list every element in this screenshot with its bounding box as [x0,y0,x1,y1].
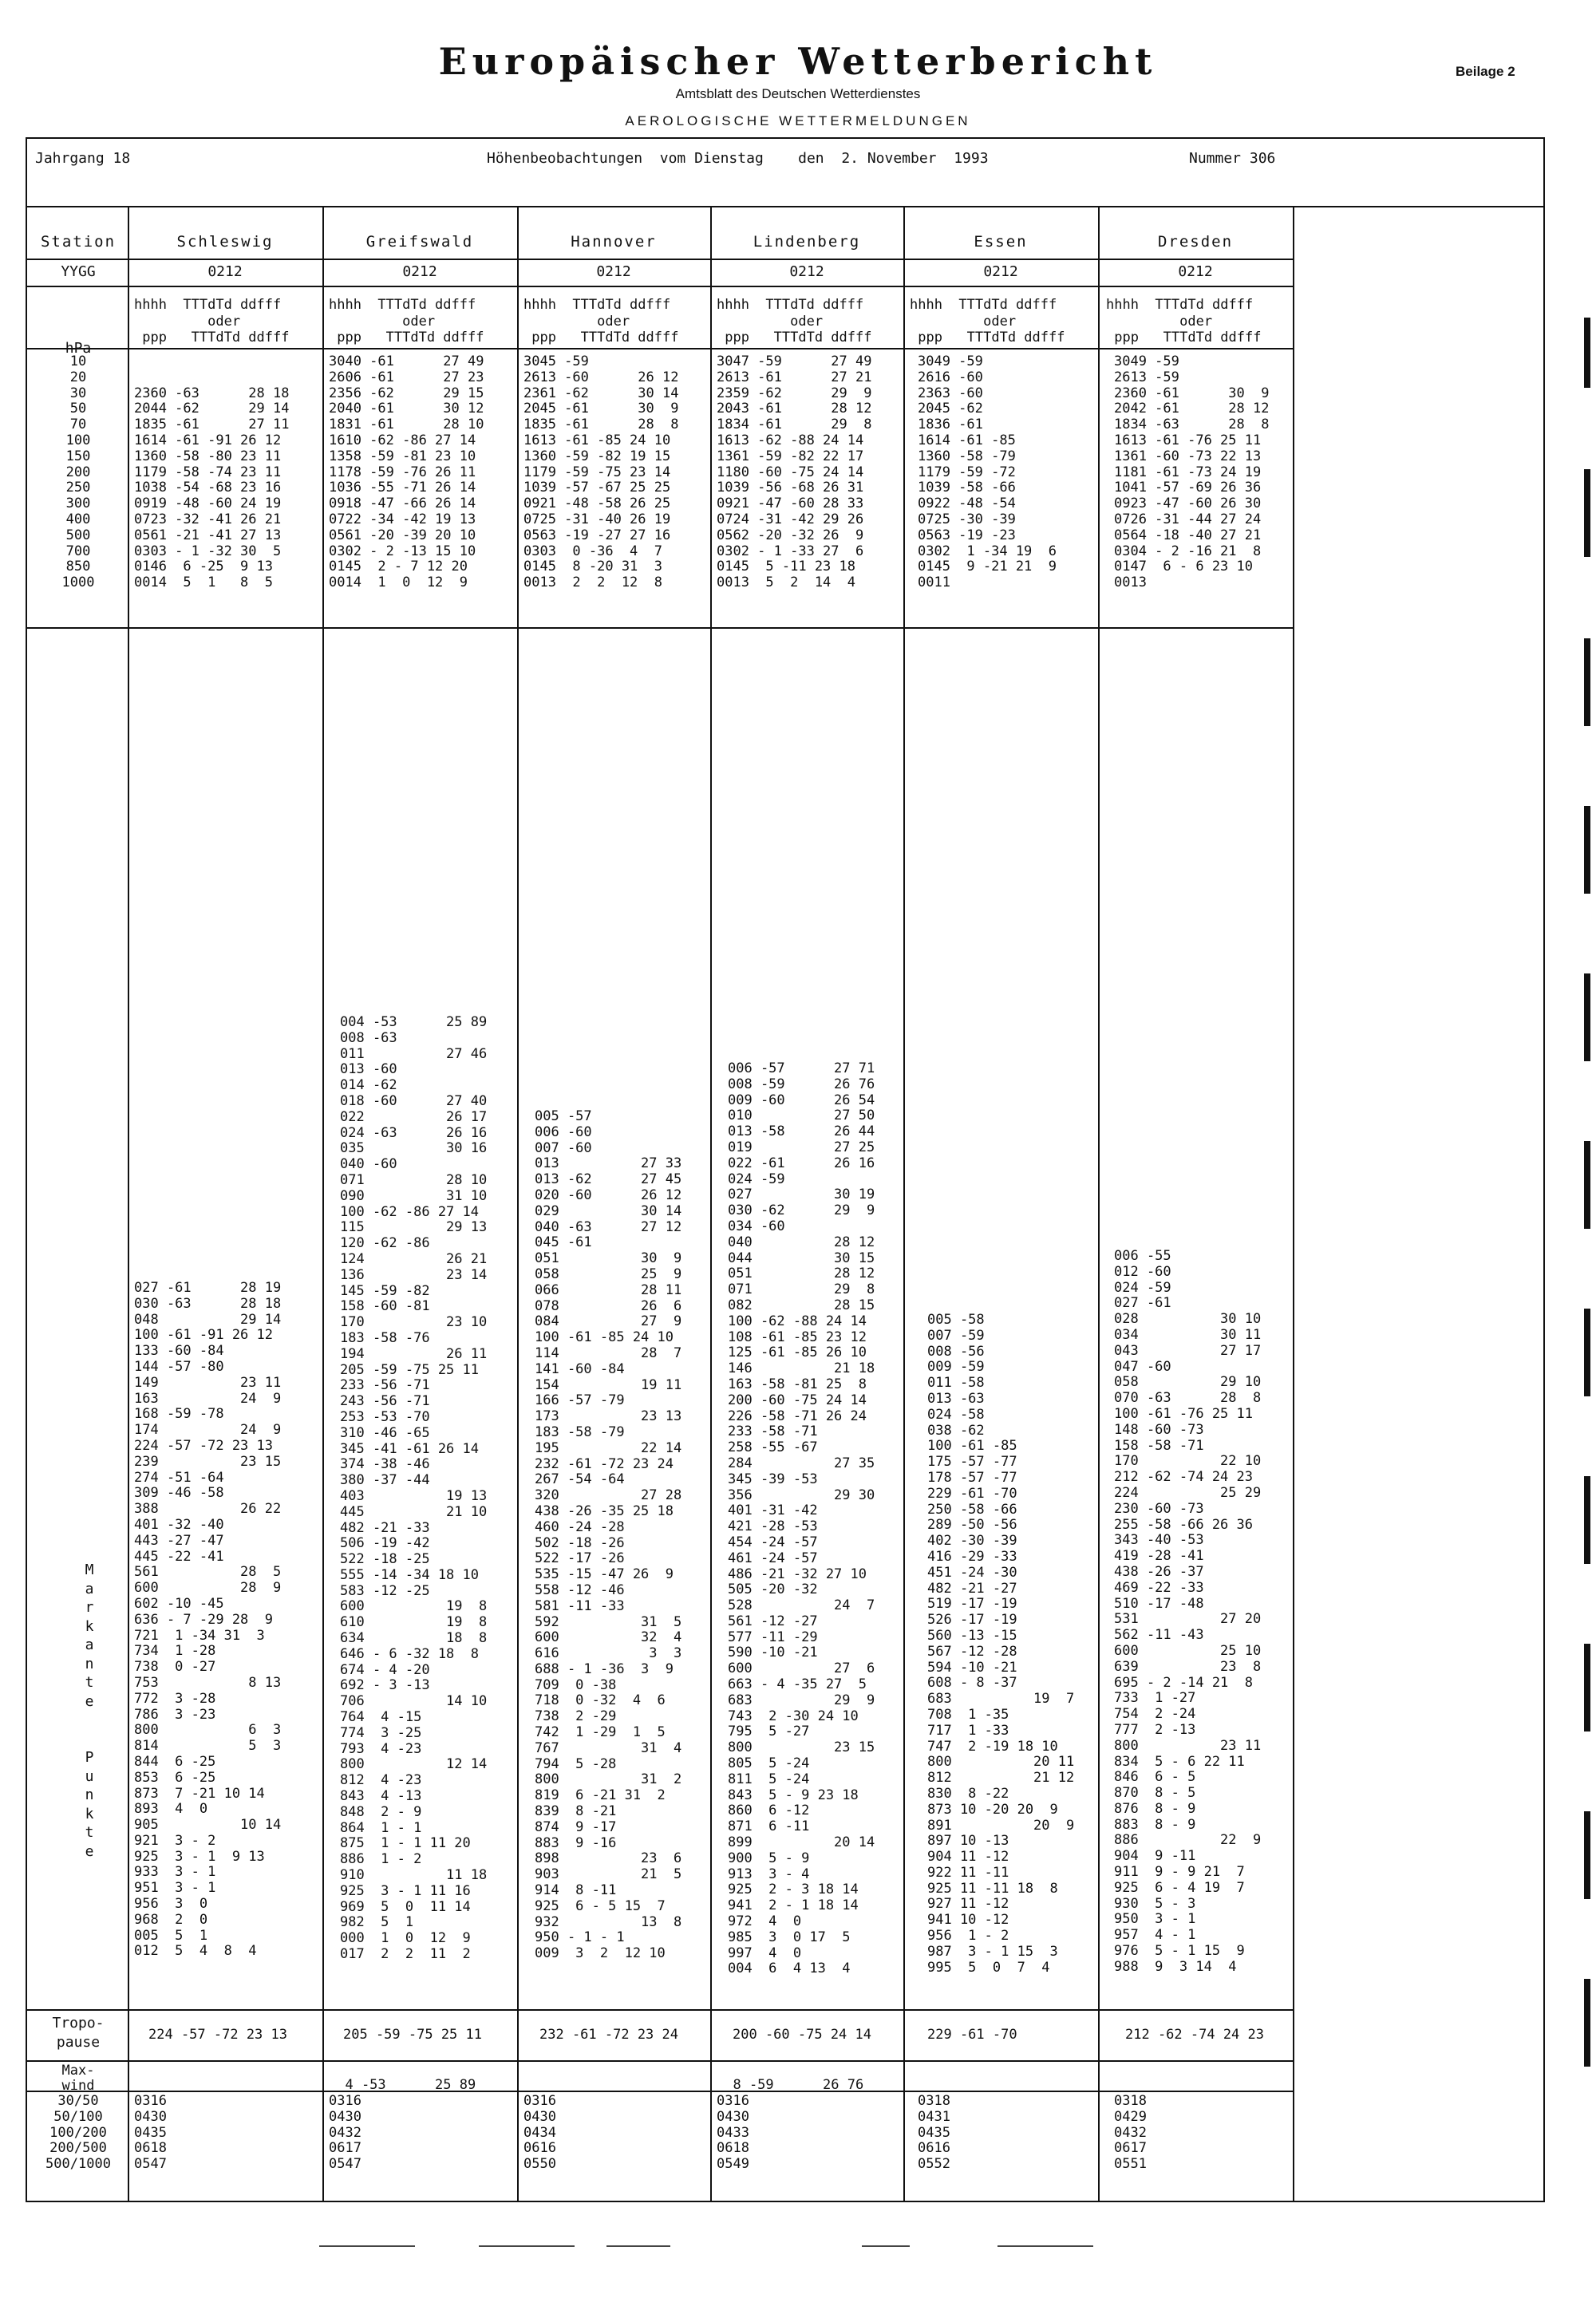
maxwind-values: 8 -59 26 76 [717,2077,864,2093]
tropopause-values: 232 -61 -72 23 24 [539,2027,678,2043]
row-divider [26,259,1294,260]
column-header: hhhh TTTdTd ddfff oder ppp TTTdTd ddfff [329,297,484,346]
standard-levels: 3045 -59 2613 -60 26 12 2361 -62 30 14 2045 -61 30 9 1835 -61 28 8 1613 -61 -85 24 10 1360 -59 -82 19 15 1179 -59 -75 23 14 1039 -57 -67 25 25 0921 -48 -58 26 25 0725 -31 -40 26 19 0563 -19 -27 27 16 0303 0 -36 4 7 0145 8 -20 31 3 0013 2 2 12 8 [523,353,679,591]
column-header: hhhh TTTdTd ddfff oder ppp TTTdTd ddfff [134,297,290,346]
footer-mark [998,2245,1093,2247]
maxwind-values: 4 -53 25 89 [329,2077,476,2093]
margin-mark [1584,469,1590,557]
margin-mark [1584,1141,1590,1229]
station-yygg: 0212 [207,263,243,280]
shear-levels: 30/50 50/100 100/200 200/500 500/1000 [45,2093,111,2173]
tropopause-values: 224 -57 -72 23 13 [148,2027,287,2043]
observation-date: Höhenbeobachtungen vom Dienstag den 2. November 1993 [487,150,989,167]
margin-mark [1584,1476,1590,1564]
footer-mark [606,2245,670,2247]
page-title: Europäischer Wetterbericht [438,40,1158,83]
shear-values: 0316 0430 0435 0618 0547 [134,2093,167,2173]
margin-mark [1584,973,1590,1061]
tropopause-values: 205 -59 -75 25 11 [343,2027,482,2043]
shear-values: 0318 0429 0432 0617 0551 [1114,2093,1147,2173]
header-rule [26,206,1545,207]
jahrgang-label: Jahrgang 18 [35,150,131,167]
margin-mark [1584,1979,1590,2067]
margin-mark [1584,1811,1590,1899]
footer-mark [319,2245,415,2247]
station-yygg: 0212 [789,263,824,280]
margin-mark [1584,1309,1590,1396]
row-divider [26,286,1294,287]
shear-values: 0318 0431 0435 0616 0552 [918,2093,950,2173]
column-header: hhhh TTTdTd ddfff oder ppp TTTdTd ddfff [717,297,872,346]
station-name: Essen [974,233,1028,251]
station-name: Hannover [571,233,657,251]
margin-mark [1584,318,1590,388]
station-name: Greifswald [365,233,474,251]
maxwind-label: Max- wind [61,2063,95,2094]
pressure-levels: 10 20 30 50 70 100 150 200 250 300 400 500 700 850 1000 [61,353,95,591]
footer-mark [862,2245,910,2247]
standard-levels: 3049 -59 2613 -59 2360 -61 30 9 2042 -61 28 12 1834 -63 28 8 1613 -61 -76 25 11 1361 -60 -73 22 13 1181 -61 -73 24 19 1041 -57 -69 26 36 0923 -47 -60 26 30 0726 -31 -44 27 24 0564 -18 -40 27 21 0304 - 2 -16 21 8 0147 6 - 6 23 10 0013 [1114,353,1270,591]
standard-levels: 3047 -59 27 49 2613 -61 27 21 2359 -62 29 9 2043 -61 28 12 1834 -61 29 8 1613 -62 -88 24 14 1361 -59 -82 22 17 1180 -60 -75 24 14 1039 -56 -68 26 31 0921 -47 -60 28 33 0724 -31 -42 29 26 0562 -20 -32 26 9 0302 - 1 -33 27 6 0145 5 -11 23 18 0013 5 2 14 4 [717,353,872,591]
tropopause-label: Tropo- pause [52,2015,105,2051]
column-divider [128,206,129,2202]
station-name: Dresden [1157,233,1234,251]
standard-levels: 3049 -59 2616 -60 2363 -60 2045 -62 1836 -61 1614 -61 -85 1360 -58 -79 1179 -59 -72 1039 -58 -66 0922 -48 -54 0725 -30 -39 0563 -19 -23 0302 1 -34 19 6 0145 9 -21 21 9 0011 [918,353,1057,591]
significant-points: 006 -57 27 71 008 -59 26 76 009 -60 26 54 010 27 50 013 -58 26 44 019 27 25 022 -61 26 16 024 -59 027 30 19 030 -62 29 9 034 -60 040 28 12 044 30 15 051 28 12 071 29 8 082 28 15 100 -62 -88 24 14 108 -61 -85 23 12 125 -61 -85 26 10 146 21 18 163 -58 -81 25 8 200 -60 -75 24 14 226 -58 -71 26 24 233 -58 -71 258 -55 -67 284 27 35 345 -39 -53 356 29 30 401 -31 -42 421 -28 -53 454 -24 -57 461 -24 -57 486 -21 -32 27 10 505 -20 -32 528 24 7 561 -12 -27 577 -11 -29 590 -10 -21 600 27 6 663 - 4 -35 27 5 683 29 9 743 2 -30 24 10 795 5 -27 800 23 15 805 5 -24 811 5 -24 843 5 - 9 23 18 860 6 -12 871 6 -11 899 20 14 900 5 - 9 913 3 - 4 925 2 - 3 18 14 941 2 - 1 18 14 972 4 0 985 3 0 17 5 997 4 0 004 6 4 13 4 [728,1060,875,1977]
shear-values: 0316 0430 0432 0617 0547 [329,2093,361,2173]
column-divider [1293,206,1294,2202]
standard-levels: 2360 -63 28 18 2044 -62 29 14 1835 -61 27 11 1614 -61 -91 26 12 1360 -58 -80 23 11 1179 -58 -74 23 11 1038 -54 -68 23 16 0919 -48 -60 24 19 0723 -32 -41 26 21 0561 -21 -41 27 13 0303 - 1 -32 30 5 0146 6 -25 9 13 0014 5 1 8 5 [134,385,290,591]
significant-points: 006 -55 012 -60 024 -59 027 -61 028 30 10 034 30 11 043 27 17 047 -60 058 29 10 070 -63 28 8 100 -61 -76 25 11 148 -60 -73 158 -58 -71 170 22 10 212 -62 -74 24 23 224 25 29 230 -60 -73 255 -58 -66 26 36 343 -40 -53 419 -28 -41 438 -26 -37 469 -22 -33 510 -17 -48 531 27 20 562 -11 -43 600 25 10 639 23 8 695 - 2 -14 21 8 733 1 -27 754 2 -24 777 2 -13 800 23 11 834 5 - 6 22 11 846 6 - 5 870 8 - 5 876 8 - 9 883 8 - 9 886 22 9 904 9 -11 911 9 - 9 21 7 925 6 - 4 19 7 930 5 - 3 950 3 - 1 957 4 - 1 976 5 - 1 15 9 988 9 3 14 4 [1114,1248,1262,1975]
margin-mark [1584,1644,1590,1731]
station-yygg: 0212 [402,263,437,280]
issue-number: Nummer 306 [1189,150,1276,167]
shear-values: 0316 0430 0433 0618 0549 [717,2093,749,2173]
column-divider [1098,206,1100,2202]
column-divider [517,206,519,2202]
page-subtitle: Amtsblatt des Deutschen Wetterdienstes [675,86,921,101]
yygg-label: YYGG [61,263,96,280]
column-divider [903,206,905,2202]
row-divider [26,348,1294,349]
row-divider [26,627,1294,629]
column-divider [710,206,712,2202]
station-name: Lindenberg [753,233,861,251]
row-divider [26,2091,1294,2092]
tropopause-values: 212 -62 -74 24 23 [1125,2027,1264,2043]
column-header: hhhh TTTdTd ddfff oder ppp TTTdTd ddfff [1106,297,1262,346]
section-title: AEROLOGISCHE WETTERMELDUNGEN [625,113,971,128]
standard-levels: 3040 -61 27 49 2606 -61 27 23 2356 -62 29 15 2040 -61 30 12 1831 -61 28 10 1610 -62 -86 27 14 1358 -59 -81 23 10 1178 -59 -76 26 11 1036 -55 -71 26 14 0918 -47 -66 26 14 0722 -34 -42 19 13 0561 -20 -39 20 10 0302 - 2 -13 15 10 0145 2 - 7 12 20 0014 1 0 12 9 [329,353,484,591]
shear-values: 0316 0430 0434 0616 0550 [523,2093,556,2173]
station-label: Station [40,233,117,251]
significant-points: 004 -53 25 89 008 -63 011 27 46 013 -60 014 -62 018 -60 27 40 022 26 17 024 -63 26 16 035 30 16 040 -60 071 28 10 090 31 10 100 -62 -86 27 14 115 29 13 120 -62 -86 124 26 21 136 23 14 145 -59 -82 158 -60 -81 170 23 10 183 -58 -76 194 26 11 205 -59 -75 25 11 233 -56 -71 243 -56 -71 253 -53 -70 310 -46 -65 345 -41 -61 26 14 374 -38 -46 380 -37 -44 403 19 13 445 21 10 482 -21 -33 506 -19 -42 522 -18 -25 555 -14 -34 18 10 583 -12 -25 600 19 8 610 19 8 634 18 8 646 - 6 -32 18 8 674 - 4 -20 692 - 3 -13 706 14 10 764 4 -15 774 3 -25 793 4 -23 800 12 14 812 4 -23 843 4 -13 848 2 - 9 864 1 - 1 875 1 - 1 11 20 886 1 - 2 910 11 18 925 3 - 1 11 16 969 5 0 11 14 982 5 1 000 1 0 12 9 017 2 2 11 2 [340,1014,488,1963]
significant-points: 027 -61 28 19 030 -63 28 18 048 29 14 100 -61 -91 26 12 133 -60 -84 144 -57 -80 149 23 11 163 24 9 168 -59 -78 174 24 9 224 -57 -72 23 13 239 23 15 274 -51 -64 309 -46 -58 388 26 22 401 -32 -40 443 -27 -47 445 -22 -41 561 28 5 600 28 9 602 -10 -45 636 - 7 -29 28 9 721 1 -34 31 3 734 1 -28 738 0 -27 753 8 13 772 3 -28 786 3 -23 800 6 3 814 5 3 844 6 -25 853 6 -25 873 7 -21 10 14 893 4 0 905 10 14 921 3 - 2 925 3 - 1 9 13 933 3 - 1 951 3 - 1 956 3 0 968 2 0 005 5 1 012 5 4 8 4 [134,1280,282,1960]
significant-points: 005 -57 006 -60 007 -60 013 27 33 013 -62 27 45 020 -60 26 12 029 30 14 040 -63 27 12 045 -61 051 30 9 058 25 9 066 28 11 078 26 6 084 27 9 100 -61 -85 24 10 114 28 7 141 -60 -84 154 19 11 166 -57 -79 173 23 13 183 -58 -79 195 22 14 232 -61 -72 23 24 267 -54 -64 320 27 28 438 -26 -35 25 18 460 -24 -28 502 -18 -26 522 -17 -26 535 -15 -47 26 9 558 -12 -46 581 -11 -33 592 31 5 600 32 4 616 3 3 688 - 1 -36 3 9 709 0 -38 718 0 -32 4 6 738 2 -29 742 1 -29 1 5 767 31 4 794 5 -28 800 31 2 819 6 -21 31 2 839 8 -21 874 9 -17 883 9 -16 898 23 6 903 21 5 914 8 -11 925 6 - 5 15 7 932 13 8 950 - 1 - 1 009 3 2 12 10 [535,1108,682,1962]
beilage-label: Beilage 2 [1456,64,1515,79]
column-header: hhhh TTTdTd ddfff oder ppp TTTdTd ddfff [523,297,679,346]
tropopause-values: 200 -60 -75 24 14 [733,2027,871,2043]
column-header: hhhh TTTdTd ddfff oder ppp TTTdTd ddfff [910,297,1065,346]
row-divider [26,2009,1294,2011]
markante-punkte-label: M a r k a n t e P u n k t e [85,1562,94,1860]
tropopause-values: 229 -61 -70 [927,2027,1017,2043]
station-yygg: 0212 [596,263,631,280]
row-divider [26,2060,1294,2062]
station-yygg: 0212 [983,263,1018,280]
footer-mark [479,2245,575,2247]
column-divider [322,206,324,2202]
station-yygg: 0212 [1178,263,1213,280]
hpa-label: hPa [65,340,92,357]
margin-mark [1584,638,1590,726]
margin-mark [1584,806,1590,894]
station-name: Schleswig [176,233,274,251]
significant-points: 005 -58 007 -59 008 -56 009 -59 011 -58 013 -63 024 -58 038 -62 100 -61 -85 175 -57 -77 178 -57 -77 229 -61 -70 250 -58 -66 289 -50 -56 402 -30 -39 416 -29 -33 451 -24 -30 482 -21 -27 519 -17 -19 526 -17 -19 560 -13 -15 567 -12 -28 594 -10 -21 608 - 8 -37 683 19 7 708 1 -35 717 1 -33 747 2 -19 18 10 800 20 11 812 21 12 830 8 -22 873 10 -20 20 9 891 20 9 897 10 -13 904 11 -12 922 11 -11 925 11 -11 18 8 927 11 -12 941 10 -12 956 1 - 2 987 3 - 1 15 3 995 5 0 7 4 [927,1312,1075,1976]
